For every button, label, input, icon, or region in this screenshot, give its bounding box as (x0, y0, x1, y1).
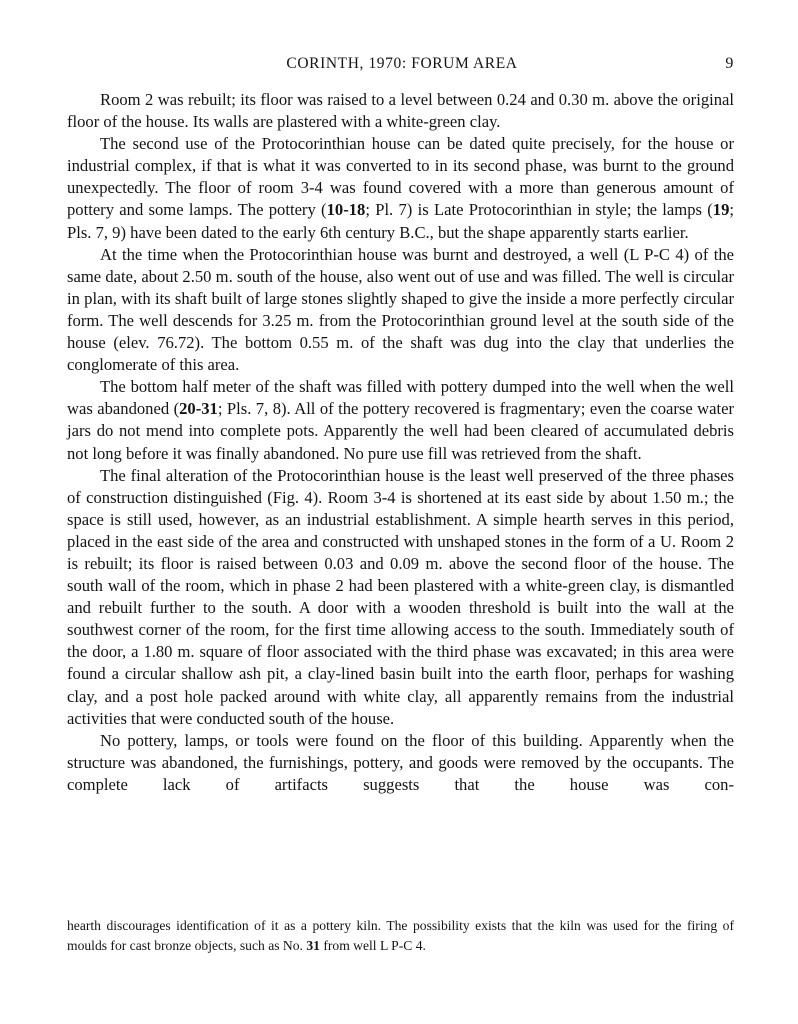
footnote-text: hearth discourages identification of it as a pottery kiln. The possibility exists that the kiln was used for the firing of moulds for cast bronze objects, such as No. 31 from well L P-C 4. (67, 918, 734, 953)
paragraph-final-alteration: The final alteration of the Protocorinthian house is the least well preserved of the three phases of construction distinguished (Fig. 4). Room 3-4 is shortened at its east side by about 1.50 m.; the space is still used, however, as an industrial establishment. A simple hearth serves in this period, placed in the east side of the area and constructed with unshaped stones in the form of a U. Room 2 is rebuilt; its floor is raised between 0.03 and 0.09 m. above the second floor of the house. The south wall of the room, which in phase 2 had been plastered with a white-green clay, is dismantled and rebuilt further to the south. A door with a wooden threshold is built into the wall at the southwest corner of the room, for the first time allowing access to the south. Immediately south of the door, a 1.80 m. square of floor associated with the third phase was excavated; in this area were found a circular shallow ash pit, a clay-lined basin built into the earth floor, perhaps for washing clay, and a post hole packed around with white clay, all apparently remains from the industrial activities that were conducted south of the house. (67, 465, 734, 728)
paragraph-no-pottery: No pottery, lamps, or tools were found on the floor of this building. Apparently when the structure was abandoned, the furnishings, pottery, and goods were removed by the occupants. The complete lack of artifacts suggests that the house was con- (67, 730, 734, 794)
running-title: CORINTH, 1970: FORUM AREA (286, 55, 518, 72)
running-head (70, 55, 734, 77)
body-text (67, 89, 734, 796)
page-number: 9 (725, 55, 734, 72)
paragraph-second-use: The second use of the Protocorinthian house can be dated quite precisely, for the house or industrial complex, if that is what it was converted to in its second phase, was burnt to the ground unexpectedly. The floor of room 3-4 was found covered with a more than generous amount of pottery and some lamps. The pottery (10-18; Pl. 7) is Late Protocorinthian in style; the lamps (19; Pls. 7, 9) have been dated to the early 6th century B.C., but the shape apparently starts earlier. (67, 134, 734, 242)
paragraph-room-2-rebuilt: Room 2 was rebuilt; its floor was raised to a level between 0.24 and 0.30 m. above the original floor of the house. Its walls are plastered with a white-green clay. (67, 90, 734, 132)
paragraph-well-lpc4: At the time when the Protocorinthian house was burnt and destroyed, a well (L P-C 4) of the same date, about 2.50 m. south of the house, also went out of use and was filled. The well is circular in plan, with its shaft built of large stones slightly shaped to give the inside a more perfectly circular form. The well descends for 3.25 m. from the Protocorinthian ground level at the south side of the house (elev. 76.72). The bottom 0.55 m. of the shaft was dug into the clay that underlies the conglomerate of this area. (67, 244, 734, 375)
paragraph-well-fill: The bottom half meter of the shaft was filled with pottery dumped into the well when the well was abandoned (20-31; Pls. 7, 8). All of the pottery recovered is fragmentary; even the coarse water jars do not mend into complete pots. Apparently the well had been cleared of accumulated debris not long before it was finally abandoned. No pure use fill was retrieved from the shaft. (67, 377, 735, 463)
footnote (67, 916, 734, 955)
